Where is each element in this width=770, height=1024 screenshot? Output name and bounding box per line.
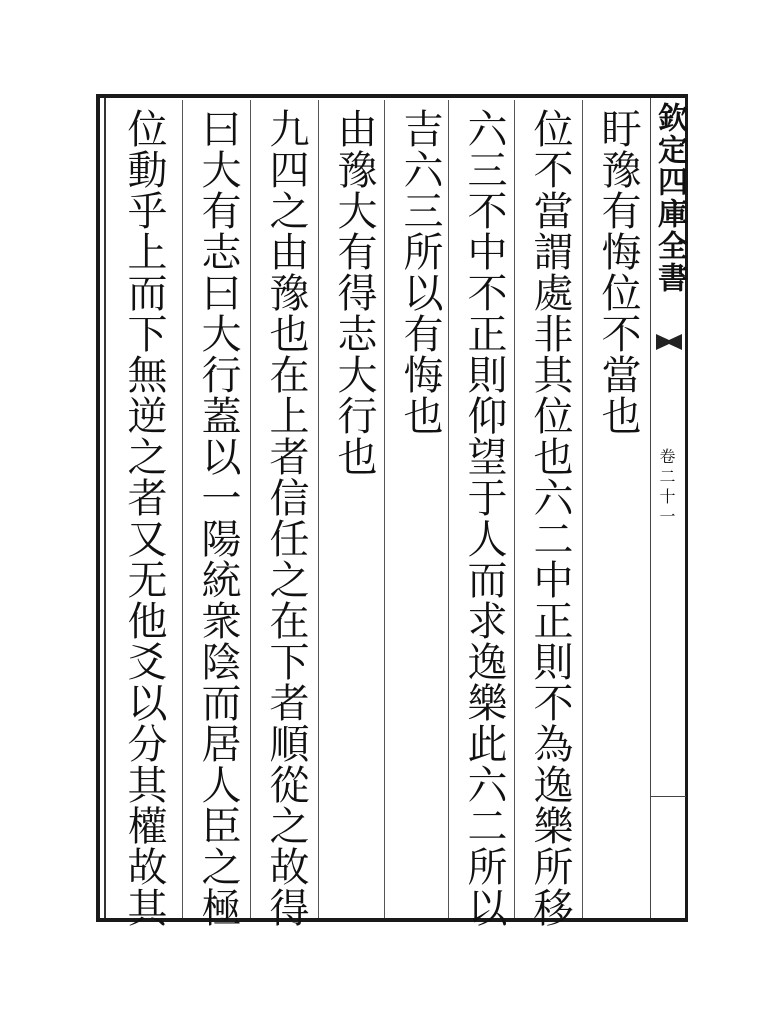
fish-tail-ornament bbox=[654, 330, 684, 354]
text-column-2: 位不當謂處非其位也六二中正則不為逸樂所移 bbox=[527, 108, 573, 928]
margin-lower-rule bbox=[650, 796, 686, 797]
text-column-7: 曰大有志曰大行蓋以一陽統衆陰而居人臣之極 bbox=[195, 108, 241, 928]
column-rule bbox=[448, 100, 449, 918]
column-rule bbox=[250, 100, 251, 918]
volume-label: 卷二十一 bbox=[657, 448, 676, 528]
column-rule bbox=[318, 100, 319, 918]
text-column-8: 位動乎上而下無逆之者又无他爻以分其權故其 bbox=[121, 108, 167, 928]
column-rule bbox=[182, 100, 183, 918]
margin-strip-rule bbox=[650, 98, 651, 918]
text-column-4: 吉六三所以有悔也 bbox=[397, 108, 443, 436]
margin-title: 欽定四庫全書 bbox=[652, 102, 687, 294]
column-rule bbox=[514, 100, 515, 918]
inner-border-rule bbox=[104, 98, 106, 918]
column-rule bbox=[384, 100, 385, 918]
text-column-1: 盱豫有悔位不當也 bbox=[595, 108, 641, 436]
text-column-5: 由豫大有得志大行也 bbox=[331, 108, 377, 477]
text-column-6: 九四之由豫也在上者信任之在下者順從之故得 bbox=[263, 108, 309, 928]
text-column-3: 六三不中不正則仰望于人而求逸樂此六二所以 bbox=[461, 108, 507, 928]
column-rule bbox=[582, 100, 583, 918]
